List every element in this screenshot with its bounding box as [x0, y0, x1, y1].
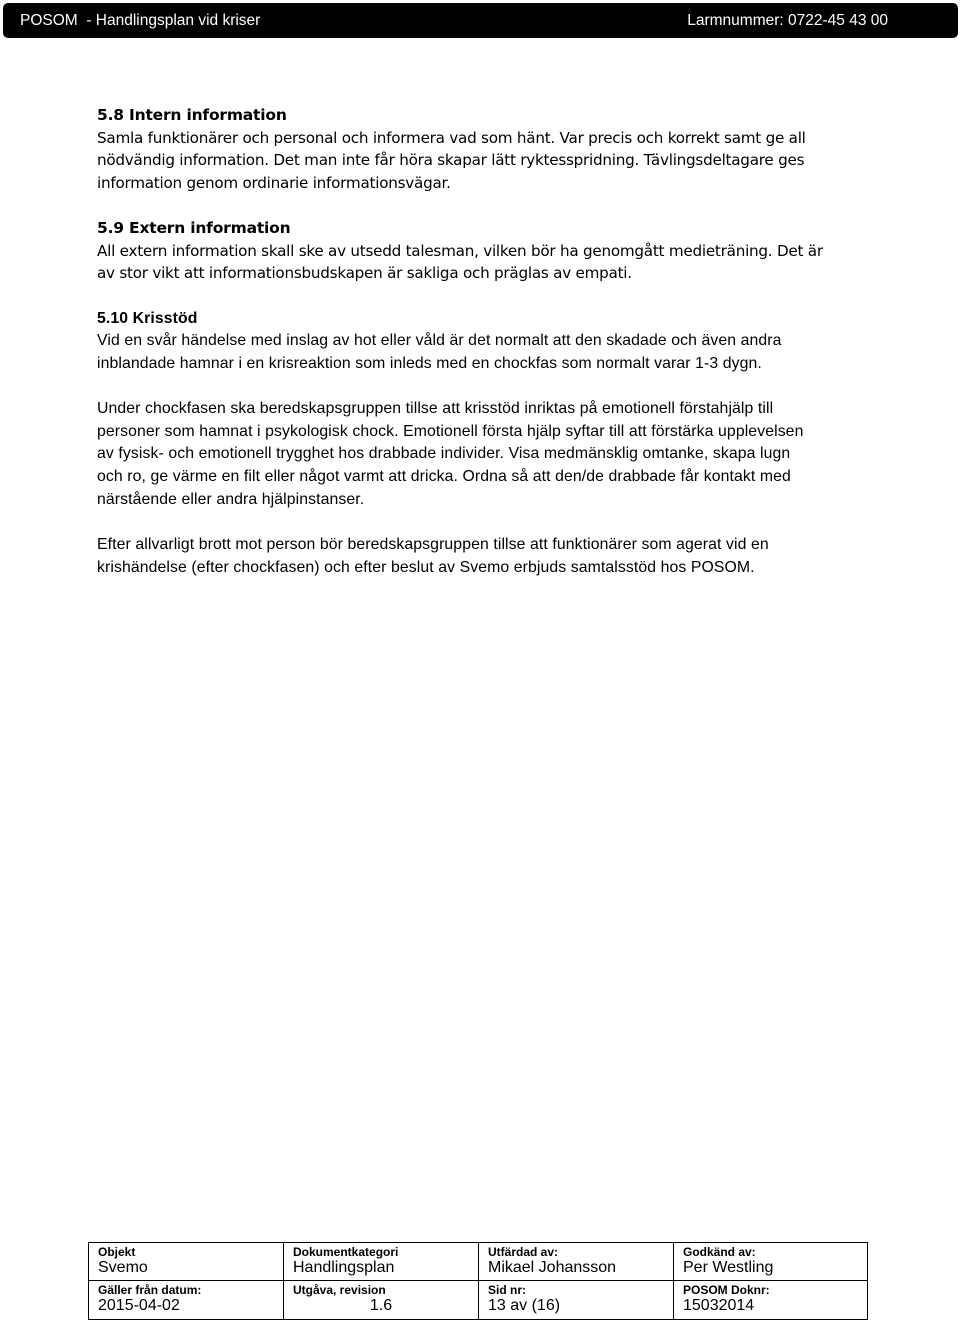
footer-label: Dokumentkategori — [293, 1245, 399, 1259]
footer-value: Handlingsplan — [293, 1259, 395, 1276]
footer-label: POSOM Doknr: — [683, 1283, 770, 1297]
section-krisstod — [97, 308, 887, 580]
text-line: inblandade hamnar i en krisreaktion som inleds med en chockfas som normalt varar 1-3 dygn. — [97, 354, 762, 372]
text-line: krishändelse (efter chockfasen) och efter beslut av Svemo erbjuds samtalsstöd hos POSOM. — [97, 558, 755, 576]
document-body — [97, 104, 887, 579]
text-line: personer som hamnat i psykologisk chock. Emotionell första hjälp syftar till att förstärka upplevelsen — [97, 422, 804, 440]
footer-label: Utfärdad av: — [488, 1245, 559, 1259]
text-line: All extern information skall ske av utsedd talesman, vilken bör ha genomgått medieträning. Det är — [97, 241, 823, 260]
text-line: information genom ordinarie informationsvägar. — [97, 173, 451, 192]
footer-cell-sid — [479, 1281, 674, 1320]
text-line: närstående eller andra hjälpinstanser. — [97, 490, 365, 508]
spacer — [97, 194, 887, 217]
footer-label: Sid nr: — [488, 1283, 526, 1297]
text-line: Efter allvarligt brott mot person bör beredskapsgruppen tillse att funktionärer som agerat vid en — [97, 536, 769, 554]
section-extern-information — [97, 217, 887, 285]
text-line: av stor vikt att informationsbudskapen är sakliga och präglas av empati. — [97, 264, 632, 282]
text-line: Vid en svår händelse med inslag av hot eller våld är det normalt att den skadade och även andra — [97, 332, 782, 350]
alarm-number: Larmnummer: 0722-45 43 00 — [687, 12, 888, 29]
footer-cell-utfardad — [479, 1243, 674, 1281]
footer-cell-utgava — [284, 1281, 479, 1320]
footer-value: Mikael Johansson — [488, 1259, 617, 1276]
spacer — [97, 285, 887, 308]
footer-label: Objekt — [98, 1245, 136, 1259]
footer-cell-godkand — [674, 1243, 868, 1281]
footer-label: Godkänd av: — [683, 1245, 756, 1259]
footer-label: Gäller från datum: — [98, 1283, 202, 1297]
footer-value: Per Westling — [683, 1259, 774, 1276]
section-heading: 5.8 Intern information — [97, 106, 287, 124]
footer-value: 2015-04-02 — [98, 1297, 180, 1314]
document-header — [3, 3, 958, 38]
document-title: POSOM - Handlingsplan vid kriser — [20, 12, 261, 29]
footer-label: Utgåva, revision — [293, 1283, 386, 1297]
section-intern-information — [97, 104, 887, 194]
footer-cell-doknr — [674, 1281, 868, 1320]
footer-value: Svemo — [98, 1259, 148, 1276]
footer-cell-datum — [89, 1281, 284, 1320]
document-footer-table — [88, 1242, 868, 1320]
spacer — [97, 511, 887, 534]
footer-value: 15032014 — [683, 1297, 755, 1314]
footer-cell-objekt — [89, 1243, 284, 1281]
footer-cell-kategori — [284, 1243, 479, 1281]
text-line: nödvändig information. Det man inte får höra skapar lätt ryktesspridning. Tävlingsdeltagare ges — [97, 151, 805, 169]
text-line: Under chockfasen ska beredskapsgruppen tillse att krisstöd inriktas på emotionell förstahjälp till — [97, 400, 774, 418]
section-heading: 5.10 Krisstöd — [97, 309, 198, 327]
spacer — [97, 375, 887, 398]
footer-value: 1.6 — [369, 1297, 393, 1314]
section-heading: 5.9 Extern information — [97, 219, 291, 237]
text-line: och ro, ge värme en filt eller något varmt att dricka. Ordna så att den/de drabbade får kontakt med — [97, 468, 791, 486]
text-line: av fysisk- och emotionell trygghet hos drabbade individer. Visa medmänsklig omtanke, skapa lugn — [97, 445, 791, 463]
text-line: Samla funktionärer och personal och informera vad som hänt. Var precis och korrekt samt ge all — [97, 128, 806, 147]
footer-value: 13 av (16) — [488, 1297, 561, 1314]
